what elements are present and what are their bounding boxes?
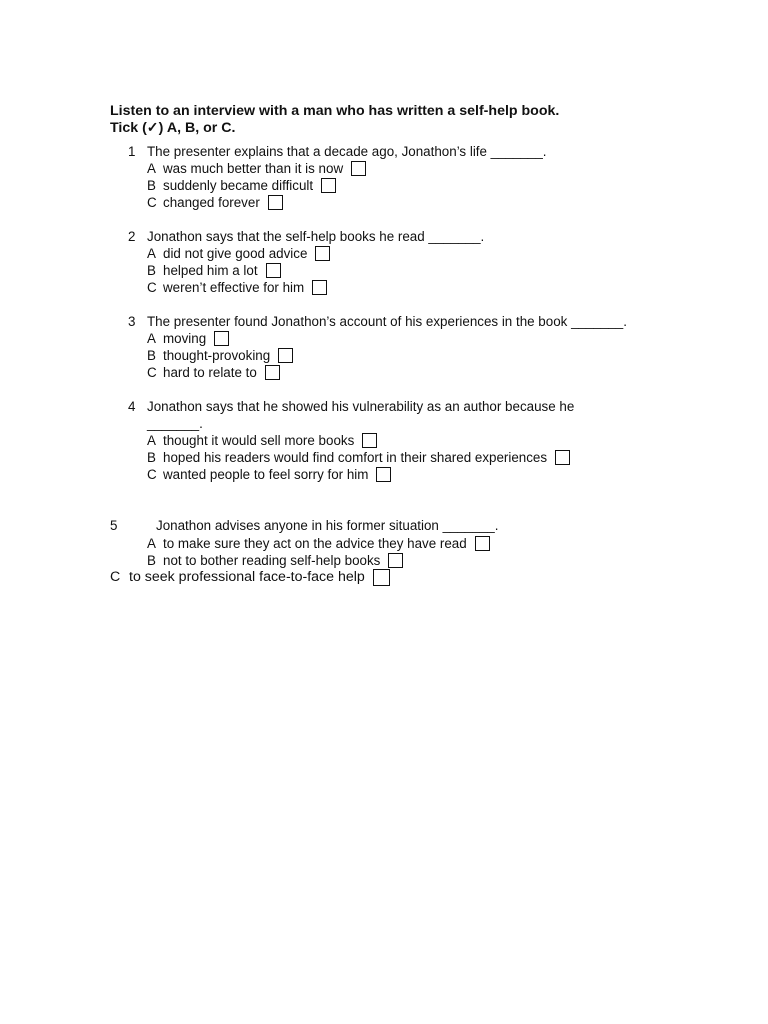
option-5c [110,569,390,586]
option-text: hard to relate to [163,365,257,380]
tick-box[interactable] [388,553,403,568]
option-letter: C [147,365,157,380]
option-letter: C [147,280,157,295]
option-text: hoped his readers would find comfort in their shared experiences [163,450,548,465]
option-letter: B [147,348,156,363]
option-1a [147,160,366,177]
option-text: thought-provoking [163,348,271,363]
option-2a [147,245,330,262]
option-4b [147,449,570,466]
question-stem-line-1: Jonathon says that he showed his vulnerability as an author because he [147,399,575,414]
option-4a [147,432,377,449]
option-letter: A [147,246,156,261]
instruction-line-1: Listen to an interview with a man who has written a self-help book. [110,103,560,119]
option-text: weren’t effective for him [163,280,305,295]
instruction-line-2: Tick (✓) A, B, or C. [110,120,236,136]
option-1b [147,177,336,194]
option-2c [147,279,327,296]
option-3b [147,347,293,364]
question-stem: The presenter explains that a decade ago, Jonathon’s life _______. [147,144,547,159]
tick-box[interactable] [555,450,570,465]
option-letter: B [147,263,156,278]
option-letter: A [147,433,156,448]
option-text: wanted people to feel sorry for him [163,467,369,482]
tick-box[interactable] [278,348,293,363]
question-number: 5 [110,518,118,533]
option-text: moving [163,331,207,346]
option-text: suddenly became difficult [163,178,314,193]
option-letter: A [147,331,156,346]
option-letter: A [147,536,156,551]
option-5b [147,552,403,569]
tick-box[interactable] [475,536,490,551]
question-stem: Jonathon advises anyone in his former situation _______. [156,518,499,533]
option-text: did not give good advice [163,246,308,261]
question-number: 1 [128,144,136,159]
question-stem: The presenter found Jonathon’s account of his experiences in the book _______. [147,314,627,329]
question-number: 3 [128,314,136,329]
tick-box[interactable] [265,365,280,380]
tick-box[interactable] [315,246,330,261]
option-2b [147,262,281,279]
option-text: to seek professional face-to-face help [129,569,365,585]
question-number: 2 [128,229,136,244]
option-letter: C [147,467,157,482]
option-5a [147,535,490,552]
tick-box[interactable] [268,195,283,210]
tick-box[interactable] [266,263,281,278]
option-4c [147,466,391,483]
tick-box[interactable] [373,569,390,586]
tick-box[interactable] [321,178,336,193]
tick-box[interactable] [376,467,391,482]
option-text: helped him a lot [163,263,258,278]
question-stem-line-2: _______. [147,416,203,431]
option-letter: B [147,553,156,568]
option-letter: A [147,161,156,176]
tick-box[interactable] [312,280,327,295]
tick-box[interactable] [214,331,229,346]
option-3c [147,364,280,381]
option-text: to make sure they act on the advice they have read [163,536,467,551]
option-3a [147,330,229,347]
option-letter: C [110,569,121,585]
option-letter: B [147,450,156,465]
option-text: not to bother reading self-help books [163,553,381,568]
option-1c [147,194,283,211]
option-letter: B [147,178,156,193]
tick-box[interactable] [362,433,377,448]
option-text: thought it would sell more books [163,433,355,448]
question-stem: Jonathon says that the self-help books he read _______. [147,229,485,244]
option-text: changed forever [163,195,260,210]
option-letter: C [147,195,157,210]
tick-box[interactable] [351,161,366,176]
option-text: was much better than it is now [163,161,344,176]
question-number: 4 [128,399,136,414]
